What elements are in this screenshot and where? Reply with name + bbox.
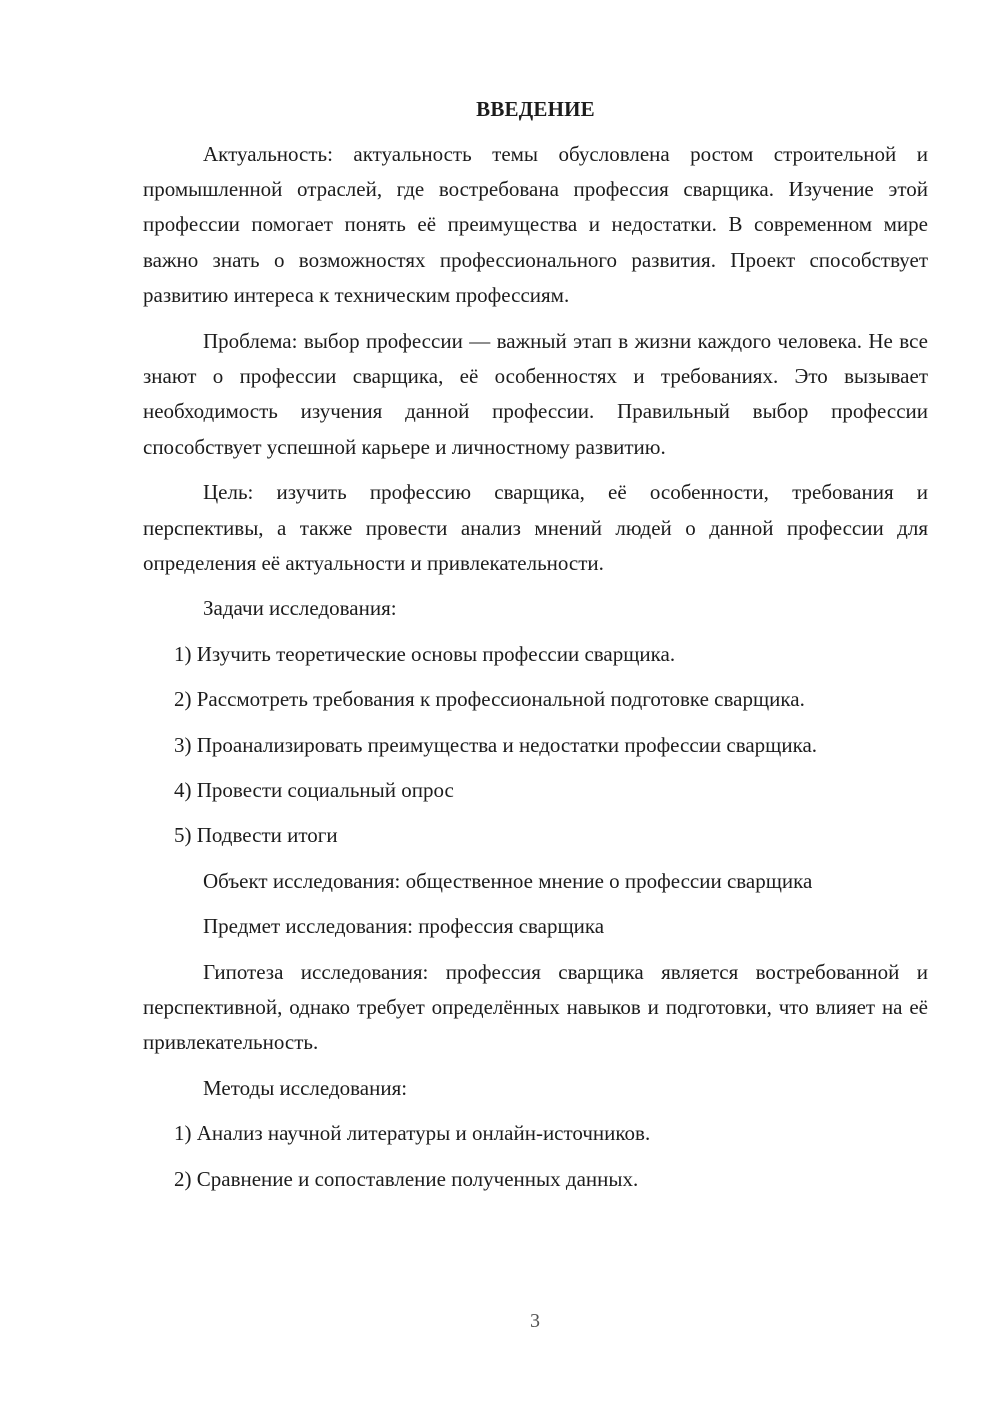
task-item-1: 1) Изучить теоретические основы профессии сварщика.: [174, 641, 676, 666]
paragraph-goal: Цель: изучить профессию сварщика, её особенности, требования и перспективы, а также провести анализ мнений людей о данной профессии для определения её актуальности и привлекательности.: [143, 480, 928, 575]
paragraph-relevance: Актуальность: актуальность темы обусловлена ростом строительной и промышленной отраслей, где востребована профессия сварщика. Изучение этой профессии помогает понять её преимущества и недостатки. В современном мире важно знать о возможностях профессионального развития. Проект способствует развитию интереса к техническим профессиям.: [143, 141, 928, 308]
task-item-5: 5) Подвести итоги: [174, 823, 338, 848]
methods-heading: Методы исследования:: [203, 1075, 408, 1100]
method-item-1: 1) Анализ научной литературы и онлайн-источников.: [174, 1121, 651, 1146]
task-item-3: 3) Проанализировать преимущества и недостатки профессии сварщика.: [174, 732, 818, 757]
tasks-heading: Задачи исследования:: [203, 596, 397, 621]
section-title: ВВЕДЕНИЕ: [476, 97, 595, 121]
paragraph-subject: Предмет исследования: профессия сварщика: [203, 914, 605, 939]
task-item-2: 2) Рассмотреть требования к профессиональной подготовке сварщика.: [174, 687, 805, 712]
method-item-2: 2) Сравнение и сопоставление полученных данных.: [174, 1166, 639, 1191]
paragraph-hypothesis: Гипотеза исследования: профессия сварщика является востребованной и перспективной, однако требует определённых навыков и подготовки, что влияет на её привлекательность.: [143, 959, 928, 1055]
task-item-4: 4) Провести социальный опрос: [174, 778, 454, 802]
paragraph-object: Объект исследования: общественное мнение о профессии сварщика: [203, 868, 813, 893]
paragraph-problem: Проблема: выбор профессии — важный этап в жизни каждого человека. Не все знают о профессии сварщика, её особенностях и требованиях. Это вызывает необходимость изучения данной профессии. Правильный выбор профессии способствует успешной карьере и личностному развитию.: [143, 328, 928, 459]
page-number: 3: [530, 1310, 540, 1332]
document-page: [143, 92, 928, 1197]
